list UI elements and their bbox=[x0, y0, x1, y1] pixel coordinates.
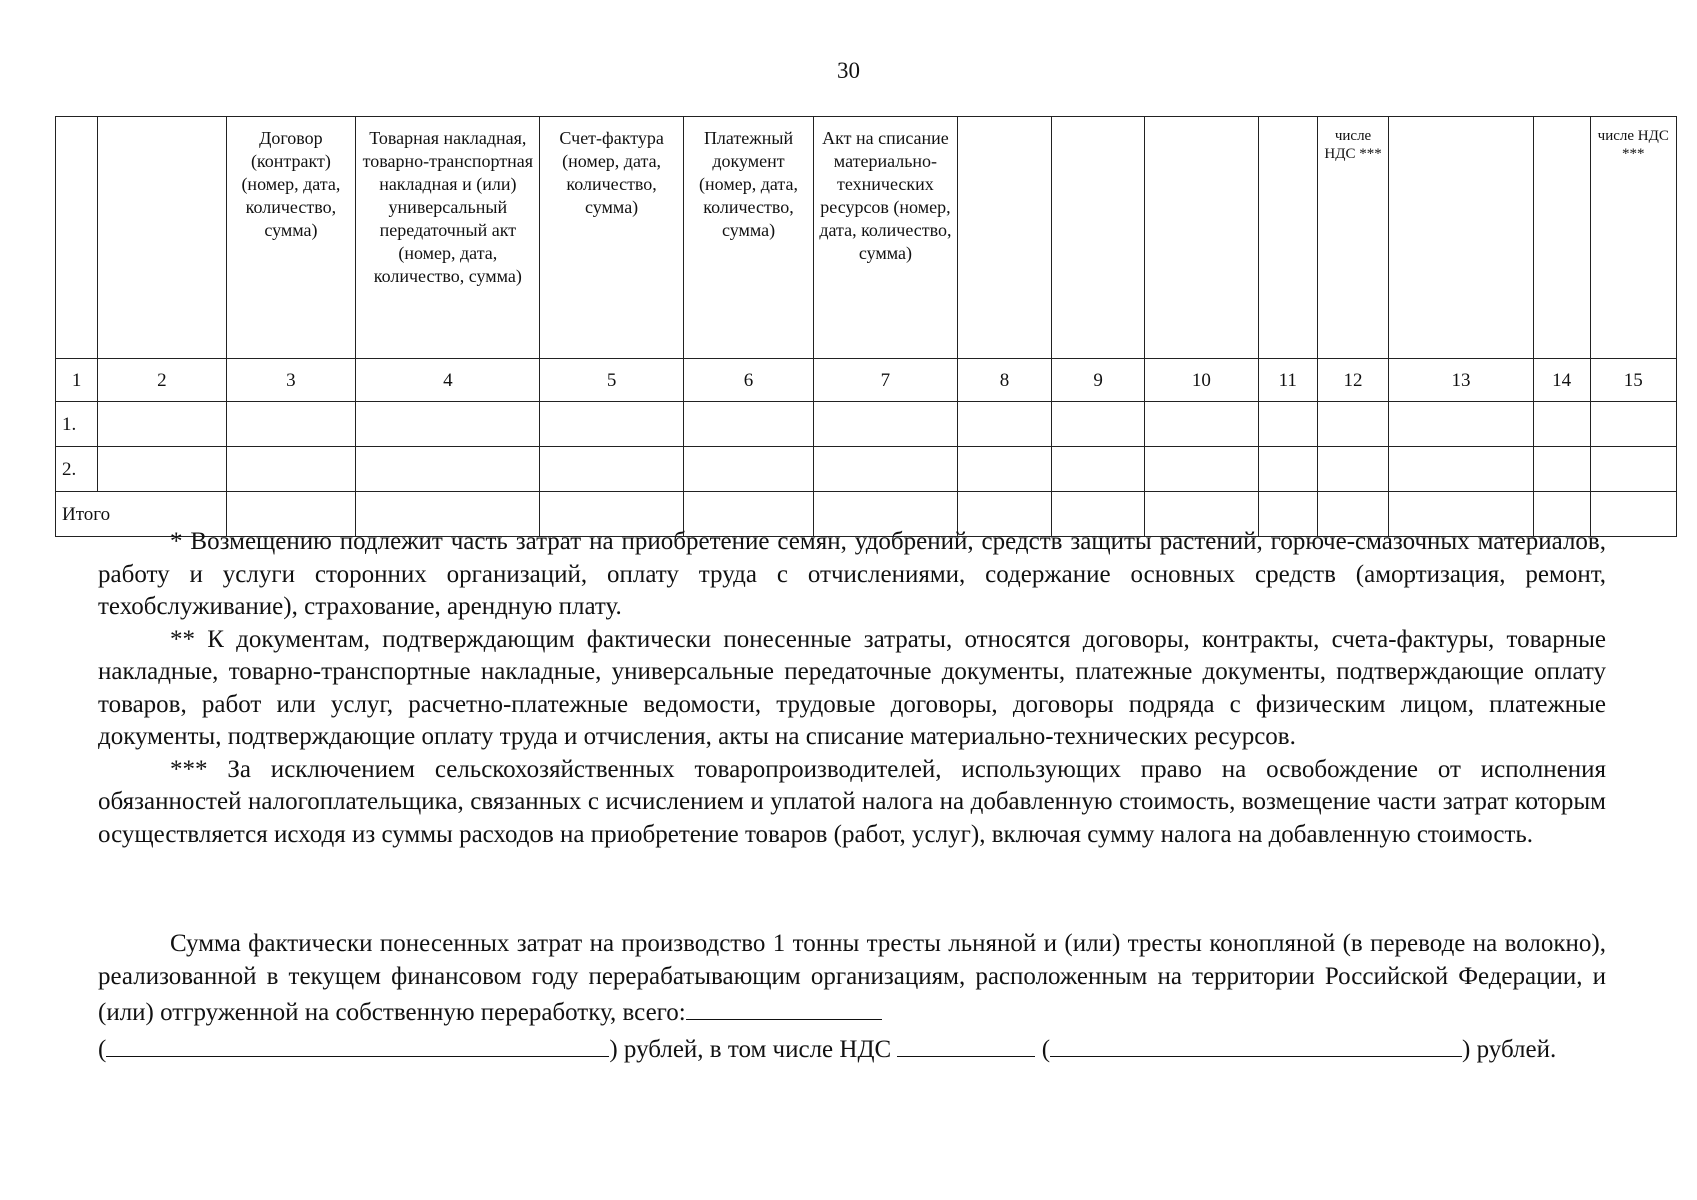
header-cell-10 bbox=[1145, 117, 1259, 359]
header-cell-11 bbox=[1258, 117, 1317, 359]
footnote-1: * Возмещению подлежит часть затрат на приобретение семян, удобрений, средств защиты растений, горюче-смазочных материалов, работу и услуги сторонних организаций, оплату труда с отчислениями, содержание основных средств (амортизация, ремонт, техобслуживание), страхование, арендную плату. bbox=[98, 528, 1606, 620]
table-cell[interactable] bbox=[957, 402, 1052, 447]
column-number-row bbox=[56, 359, 1677, 402]
open-paren-2: ( bbox=[1041, 1035, 1051, 1063]
header-cell-13 bbox=[1389, 117, 1533, 359]
table-cell[interactable] bbox=[683, 402, 814, 447]
column-number: 13 bbox=[1389, 359, 1533, 402]
total-label: Итого bbox=[56, 492, 227, 537]
table-cell[interactable] bbox=[1590, 447, 1676, 492]
table-cell[interactable] bbox=[1317, 447, 1389, 492]
header-cell-14 bbox=[1533, 117, 1590, 359]
table-cell[interactable] bbox=[1052, 447, 1145, 492]
column-number: 8 bbox=[957, 359, 1052, 402]
header-cell-contract: Договор (контракт) (номер, дата, количество, сумма) bbox=[226, 117, 356, 359]
column-number: 5 bbox=[540, 359, 683, 402]
column-number: 2 bbox=[98, 359, 227, 402]
page-number: 30 bbox=[837, 58, 860, 83]
column-number: 4 bbox=[356, 359, 540, 402]
table-cell[interactable] bbox=[540, 447, 683, 492]
table-cell[interactable] bbox=[226, 402, 356, 447]
column-number: 11 bbox=[1258, 359, 1317, 402]
table-cell[interactable] bbox=[356, 402, 540, 447]
row-number: 1. bbox=[56, 402, 98, 447]
column-number: 12 bbox=[1317, 359, 1389, 402]
header-cell-9 bbox=[1052, 117, 1145, 359]
header-cell-invoice: Счет-фактура (номер, дата, количество, сумма) bbox=[540, 117, 683, 359]
row-number: 2. bbox=[56, 447, 98, 492]
column-number: 7 bbox=[814, 359, 957, 402]
footnotes bbox=[98, 526, 1606, 851]
table-cell[interactable] bbox=[1317, 402, 1389, 447]
summary-amount-line bbox=[98, 1030, 1606, 1067]
table-cell[interactable] bbox=[1258, 447, 1317, 492]
table-cell[interactable] bbox=[356, 447, 540, 492]
table-row bbox=[56, 402, 1677, 447]
header-cell-vat-12 bbox=[1317, 117, 1389, 359]
table-cell[interactable] bbox=[1389, 402, 1533, 447]
table-cell[interactable] bbox=[1590, 402, 1676, 447]
table-cell[interactable] bbox=[1533, 447, 1590, 492]
column-number: 3 bbox=[226, 359, 356, 402]
column-number: 15 bbox=[1590, 359, 1676, 402]
column-number: 14 bbox=[1533, 359, 1590, 402]
table-cell[interactable] bbox=[814, 402, 957, 447]
table-cell[interactable] bbox=[814, 447, 957, 492]
header-cell-8 bbox=[957, 117, 1052, 359]
column-number: 6 bbox=[683, 359, 814, 402]
table-row bbox=[56, 447, 1677, 492]
header-vat-label-12: числе НДС *** bbox=[1324, 128, 1382, 162]
table-cell[interactable] bbox=[1533, 402, 1590, 447]
header-cell-vat-15 bbox=[1590, 117, 1676, 359]
header-vat-label-15: числе НДС *** bbox=[1597, 128, 1669, 162]
column-number: 9 bbox=[1052, 359, 1145, 402]
table-cell[interactable] bbox=[1145, 402, 1259, 447]
open-paren: ( bbox=[98, 1035, 107, 1063]
vat-in-words-field[interactable] bbox=[1050, 1030, 1462, 1057]
header-cell-waybill: Товарная накладная, товарно-транспортная накладная и (или) универсальный передаточный акт (номер, дата, количество, сумма) bbox=[356, 117, 540, 359]
table-cell[interactable] bbox=[98, 447, 227, 492]
table-cell[interactable] bbox=[98, 402, 227, 447]
header-cell-1 bbox=[56, 117, 98, 359]
table-cell[interactable] bbox=[683, 447, 814, 492]
rubles-end-label: ) рублей. bbox=[1462, 1035, 1557, 1063]
vat-amount-field[interactable] bbox=[897, 1030, 1035, 1057]
rubles-vat-label: ) рублей, в том числе НДС bbox=[609, 1035, 892, 1063]
amount-in-words-field[interactable] bbox=[106, 1030, 609, 1057]
table-cell[interactable] bbox=[1389, 447, 1533, 492]
costs-register-table bbox=[55, 116, 1677, 537]
table-cell[interactable] bbox=[1052, 402, 1145, 447]
cost-summary bbox=[98, 928, 1606, 1066]
summary-paragraph bbox=[98, 928, 1606, 1030]
table-cell[interactable] bbox=[540, 402, 683, 447]
column-number: 1 bbox=[56, 359, 98, 402]
header-cell-writeoff-act: Акт на списание материально-технических ресурсов (номер, дата, количество, сумма) bbox=[814, 117, 957, 359]
header-cell-payment-doc: Платежный документ (номер, дата, количество, сумма) bbox=[683, 117, 814, 359]
header-cell-2 bbox=[98, 117, 227, 359]
table-header-row bbox=[56, 117, 1677, 359]
footnote-2: ** К документам, подтверждающим фактически понесенные затраты, относятся договоры, контракты, счета-фактуры, товарные накладные, товарно-транспортные накладные, универсальные передаточные документы, платежные документы, подтверждающие оплату товаров, работ или услуг, расчетно-платежные ведомости, трудовые договоры, договоры подряда с физическим лицом, платежные документы, подтверждающие оплату труда и отчисления, акты на списание материально-технических ресурсов. bbox=[98, 625, 1606, 750]
table-cell[interactable] bbox=[1145, 447, 1259, 492]
footnote-3: *** За исключением сельскохозяйственных товаропроизводителей, использующих право на освобождение от исполнения обязанностей налогоплательщика, связанных с исчислением и уплатой налога на добавленную стоимость, возмещение части затрат которым осуществляется исходя из суммы расходов на приобретение товаров (работ, услуг), включая сумму налога на добавленную стоимость. bbox=[98, 755, 1606, 848]
summary-text: Сумма фактически понесенных затрат на производство 1 тонны тресты льняной и (или) тресты конопляной (в переводе на волокно), реализованной в текущем финансовом году перерабатывающим организациям, расположенным на территории Российской Федерации, и (или) отгруженной на собственную переработку, всего: bbox=[98, 930, 1606, 1026]
total-amount-field[interactable] bbox=[686, 993, 882, 1020]
column-number: 10 bbox=[1145, 359, 1259, 402]
table-cell[interactable] bbox=[1258, 402, 1317, 447]
table-cell[interactable] bbox=[957, 447, 1052, 492]
table-cell[interactable] bbox=[226, 447, 356, 492]
